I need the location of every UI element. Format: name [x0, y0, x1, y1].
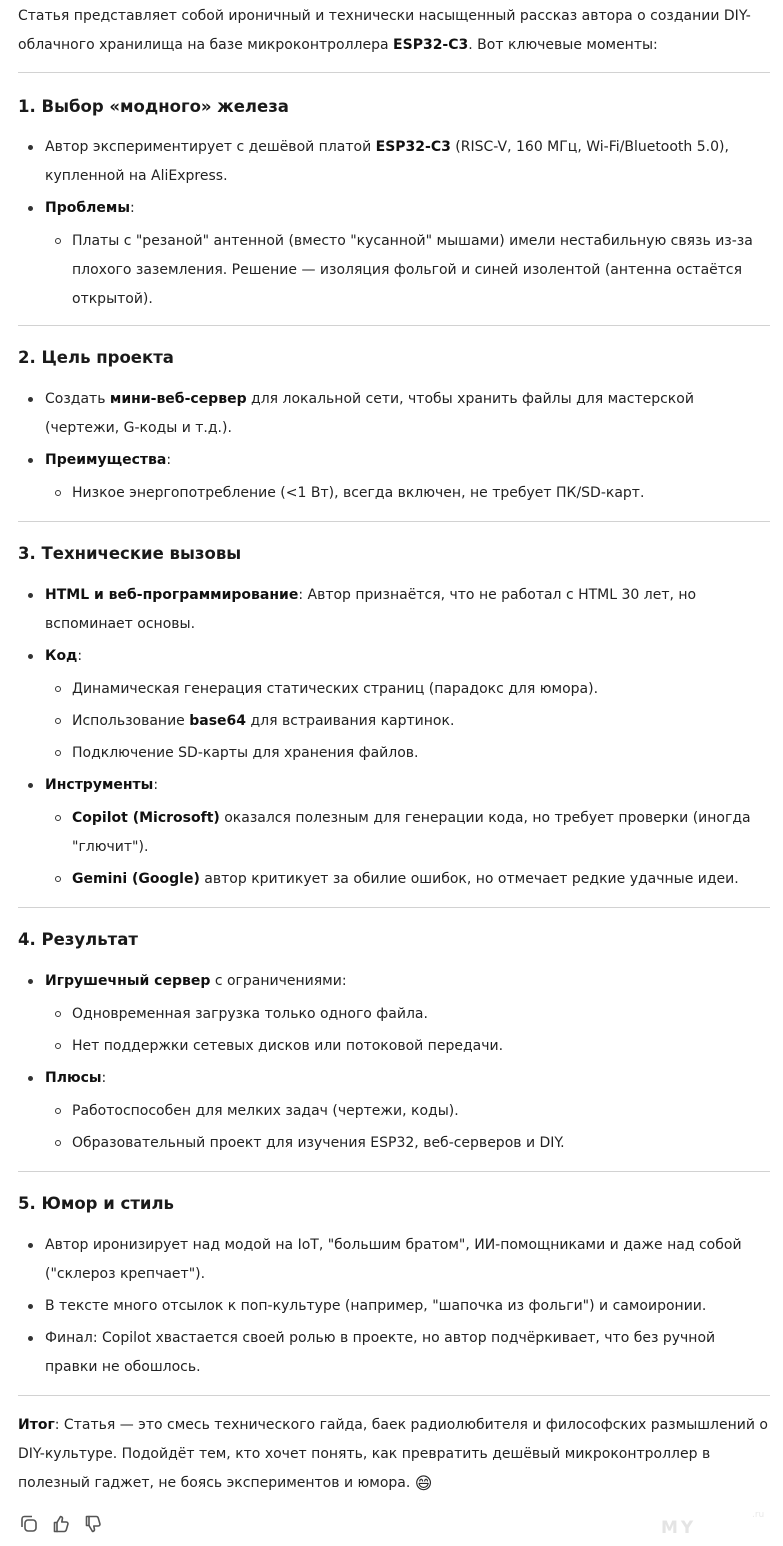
divider	[18, 1171, 770, 1172]
grinning-emoji-icon: 😄	[414, 1474, 433, 1494]
text: :	[129, 200, 135, 216]
section-4-list	[18, 967, 770, 1158]
list-item	[18, 1064, 770, 1158]
list-item	[18, 133, 770, 191]
text: :	[77, 648, 83, 664]
list-text: Автор иронизирует над модой на IoT, "большим братом", ИИ-помощниками и даже над собой ("склероз крепчает").	[45, 1237, 742, 1282]
text: :	[166, 452, 172, 468]
text: Автор экспериментирует с дешёвой платой	[45, 139, 376, 155]
bold-text: ESP32-C3	[375, 139, 451, 155]
bold-text: Преимущества	[45, 452, 167, 468]
list-item	[18, 1292, 770, 1321]
intro-bold: ESP32-C3	[393, 37, 469, 53]
section-1-list	[18, 133, 770, 314]
text: : Автор признаётся, что не работал с HTML 30 лет, но вспоминает основы.	[45, 587, 697, 632]
list-item	[18, 385, 770, 443]
list-text: Платы с "резаной" антенной (вместо "кусанной" мышами) имели нестабильную связь из-за плохого заземления. Решение — изоляция фольгой и синей изолентой (антенна остаётся открытой).	[72, 233, 753, 307]
list-item	[45, 1032, 770, 1061]
list-item	[45, 675, 770, 704]
text: :	[153, 777, 159, 793]
intro-text-end: . Вот ключевые моменты:	[468, 37, 658, 53]
text: (RISC-V, 160 МГц, Wi-Fi/Bluetooth 5.0), купленной на AliExpress.	[45, 139, 729, 184]
sublist	[45, 1097, 770, 1158]
list-item	[45, 739, 770, 768]
list-item	[45, 707, 770, 736]
list-item	[18, 967, 770, 1061]
divider	[18, 907, 770, 908]
divider	[18, 1395, 770, 1396]
text: с ограничениями:	[210, 973, 347, 989]
list-item	[45, 1129, 770, 1158]
list-item	[45, 1097, 770, 1126]
list-text: Низкое энергопотребление (<1 Вт), всегда включен, не требует ПК/SD-карт.	[72, 485, 645, 501]
sublist	[45, 227, 770, 314]
list-text: Образовательный проект для изучения ESP32, веб-серверов и DIY.	[72, 1135, 565, 1151]
list-item	[45, 479, 770, 508]
list-item	[45, 804, 770, 862]
chat-response	[18, 0, 770, 1499]
bold-text: Инструменты	[45, 777, 154, 793]
list-item	[18, 446, 770, 508]
summary-label: Итог	[18, 1417, 55, 1433]
list-text: Подключение SD-карты для хранения файлов.	[72, 745, 419, 761]
text: оказался полезным для генерации кода, но требует проверки (иногда "глючит").	[72, 810, 751, 855]
bold-text: Copilot (Microsoft)	[72, 810, 220, 826]
message-actions	[18, 1513, 104, 1535]
summary-paragraph	[18, 1411, 770, 1499]
bold-text: Код	[45, 648, 78, 664]
list-item	[45, 1000, 770, 1029]
section-3-title: 3. Технические вызовы	[18, 544, 242, 563]
intro-text: Статья представляет собой ироничный и технически насыщенный рассказ автора о создании DIY-облачного хранилища на базе микроконтроллера	[18, 8, 751, 53]
section-3-list	[18, 581, 770, 894]
bold-text: HTML и веб-программирование	[45, 587, 299, 603]
list-item	[18, 642, 770, 768]
text: автор критикует за обилие ошибок, но отмечает редкие удачные идеи.	[199, 871, 739, 887]
list-text: Одновременная загрузка только одного файла.	[72, 1006, 428, 1022]
list-item	[45, 865, 770, 894]
thumbs-down-icon[interactable]	[82, 1513, 104, 1535]
list-text: В тексте много отсылок к поп-культуре (например, "шапочка из фольги") и самоиронии.	[45, 1298, 707, 1314]
list-item	[18, 581, 770, 639]
section-5-title: 5. Юмор и стиль	[18, 1194, 174, 1213]
list-item	[18, 1231, 770, 1289]
copy-icon[interactable]	[18, 1513, 40, 1535]
intro-paragraph	[18, 2, 770, 60]
sublist	[45, 675, 770, 768]
list-item	[18, 771, 770, 894]
list-item	[18, 194, 770, 314]
divider	[18, 325, 770, 326]
text: :	[101, 1070, 107, 1086]
list-text: Финал: Copilot хвастается своей ролью в проекте, но автор подчёркивает, что без ручной правки не обошлось.	[45, 1330, 716, 1375]
bold-text: мини-веб-сервер	[109, 391, 247, 407]
bold-text: Плюсы	[45, 1070, 102, 1086]
section-1-title: 1. Выбор «модного» железа	[18, 97, 289, 116]
list-text: Динамическая генерация статических страниц (парадокс для юмора).	[72, 681, 599, 697]
list-text: Нет поддержки сетевых дисков или потоковой передачи.	[72, 1038, 504, 1054]
section-2-list	[18, 385, 770, 508]
section-4-title: 4. Результат	[18, 930, 138, 949]
sublist	[45, 1000, 770, 1061]
watermark-suffix: .ru	[752, 1510, 765, 1520]
section-5-list	[18, 1231, 770, 1382]
text: для локальной сети, чтобы хранить файлы для мастерской (чертежи, G-коды и т.д.).	[45, 391, 694, 436]
list-item	[45, 227, 770, 314]
thumbs-up-icon[interactable]	[50, 1513, 72, 1535]
sublist	[45, 479, 770, 508]
bold-text: base64	[189, 713, 247, 729]
text: для встраивания картинок.	[246, 713, 455, 729]
bold-text: Проблемы	[45, 200, 130, 216]
text: Использование	[72, 713, 190, 729]
bold-text: Игрушечный сервер	[45, 973, 211, 989]
sublist	[45, 804, 770, 894]
summary-text: : Статья — это смесь технического гайда, баек радиолюбителя и философских размышлений о DIY-культуре. Подойдёт тем, кто хочет понять, как превратить дешёвый микроконтроллер в полезный гаджет, не боясь экспериментов и юмора.	[18, 1417, 768, 1491]
section-2-title: 2. Цель проекта	[18, 348, 174, 367]
list-text: Работоспособен для мелких задач (чертежи, коды).	[72, 1103, 459, 1119]
watermark: MY	[661, 1518, 697, 1538]
divider	[18, 72, 770, 73]
divider	[18, 521, 770, 522]
list-item	[18, 1324, 770, 1382]
bold-text: Gemini (Google)	[72, 871, 200, 887]
text: Создать	[45, 391, 110, 407]
